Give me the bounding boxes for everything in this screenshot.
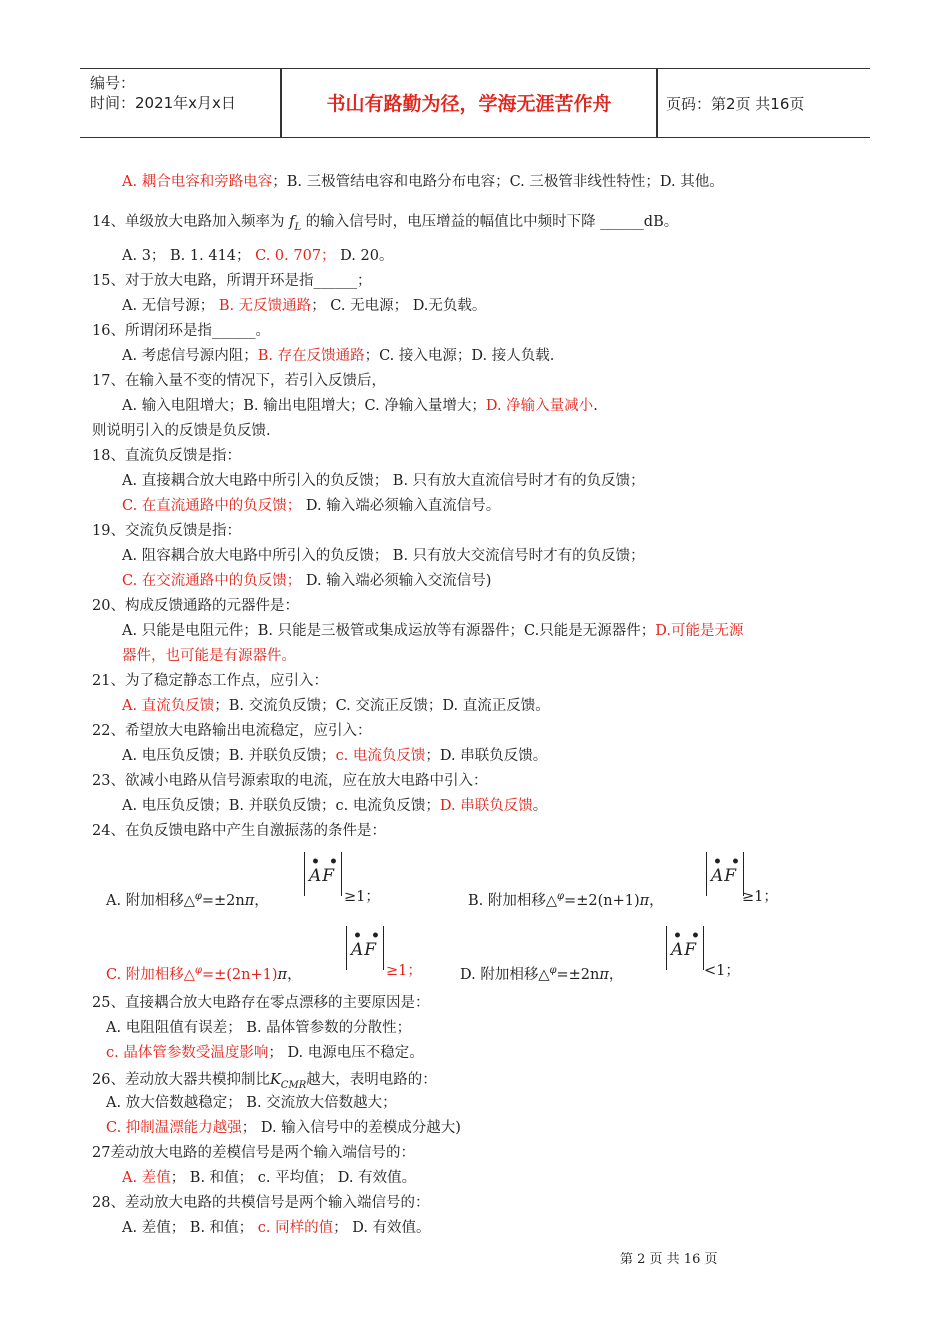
text-line [122, 1168, 416, 1188]
answer-text: C. 0. 707； [255, 248, 336, 264]
text-line [92, 721, 371, 741]
line-text: 19、交流负反馈是指： [92, 523, 241, 539]
line-text: A. 附加相移△ [106, 892, 195, 909]
page-header [80, 68, 870, 138]
line-text: φ [549, 965, 557, 976]
answer-text: A. 差值 [122, 1170, 171, 1186]
loop-gain-magnitude [706, 852, 749, 896]
line-text: A. 电阻阻值有误差； B. 晶体管参数的分散性； [106, 1020, 412, 1036]
text-line [92, 993, 429, 1013]
text-line [704, 961, 740, 981]
line-text: 18、直流负反馈是指： [92, 448, 241, 464]
line-text: 23、欲减小电路从信号源索取的电流，应在放大电路中引入： [92, 773, 488, 789]
line-text: 22、希望放大电路输出电流稳定，应引入： [92, 723, 372, 739]
line-text: ； D. 电源电压不稳定。 [268, 1045, 424, 1061]
text-line [92, 771, 487, 791]
line-text: ； D. 有效值。 [333, 1220, 431, 1236]
header-number: 编号： [90, 74, 136, 92]
phasor-dots: •• [673, 928, 709, 944]
line-text: CMR [280, 1079, 307, 1091]
answer-text: C. 在直流通路中的负反馈； [122, 498, 302, 514]
text-line [106, 1118, 461, 1138]
text-line [106, 1018, 411, 1038]
answer-text: C. 抑制温漂能力越强 [106, 1120, 242, 1136]
text-line [122, 496, 500, 516]
answer-text: 器件，也可能是有源器件。 [122, 648, 296, 664]
text-line [122, 396, 598, 416]
line-text: π [639, 892, 650, 909]
loop-gain-magnitude [304, 852, 347, 896]
line-text: K [269, 1072, 281, 1088]
line-text: 。 [532, 798, 548, 814]
text-line [344, 887, 380, 907]
answer-text: B. 存在反馈通路 [257, 348, 365, 364]
line-text: 28、差动放大电路的共模信号是两个输入端信号的： [92, 1195, 430, 1211]
line-text: A. 输入电阻增大；B. 输出电阻增大；C. 净输入量增大； [122, 398, 486, 414]
line-text: ≥1； [344, 889, 380, 905]
answer-text: A. 耦合电容和旁路电容 [122, 174, 273, 190]
text-line [122, 246, 393, 266]
text-line [106, 887, 269, 911]
text-line [106, 1043, 424, 1063]
answer-text: φ [194, 965, 202, 976]
line-text: π [599, 966, 609, 983]
line-text: A. 阻容耦合放大电路中所引入的负反馈； B. 只有放大交流信号时才有的负反馈； [122, 548, 645, 564]
answer-text: ≥1； [386, 963, 422, 979]
line-text: =±2(n+1) [564, 892, 640, 909]
line-text: B. 附加相移△ [468, 892, 558, 909]
line-text: ； B. 和值； c. 平均值； D. 有效值。 [170, 1170, 417, 1186]
header-date: 时间：2021年x月x日 [90, 94, 236, 112]
text-line [106, 1093, 397, 1113]
line-text: A. 差值； B. 和值； [122, 1220, 258, 1236]
line-text: 26、差动放大器共模抑制比 [92, 1072, 270, 1088]
line-text: 越大，表明电路的： [306, 1072, 437, 1088]
text-line [122, 1218, 431, 1238]
text-line [106, 961, 302, 985]
answer-text: D.可能是无源 [655, 623, 744, 639]
line-text: 的输入信号时，电压增益的幅值比中频时下降 ______dB。 [301, 214, 679, 230]
text-line [742, 887, 778, 907]
loop-gain-symbol: AF [671, 940, 698, 960]
text-line [92, 821, 386, 841]
line-text: φ [557, 891, 565, 902]
text-line [122, 646, 296, 666]
line-text: A. 放大倍数越稳定； B. 交流放大倍数越大； [106, 1095, 397, 1111]
header-motto: 书山有路勤为径，学海无涯苦作舟 [326, 93, 612, 115]
line-text: ， [254, 892, 269, 909]
text-line [122, 746, 547, 766]
line-text: f [289, 214, 295, 230]
text-line [122, 172, 724, 192]
line-text: . [593, 398, 598, 414]
phasor-dots: •• [353, 928, 389, 944]
line-text: =±2n [556, 966, 600, 983]
line-text: ； C. 无电源； D.无负载。 [311, 298, 487, 314]
line-text: ， [649, 892, 664, 909]
line-text: D. 附加相移△ [460, 966, 550, 983]
line-text: A. 直接耦合放大电路中所引入的负反馈； B. 只有放大直流信号时才有的负反馈； [122, 473, 645, 489]
loop-gain-magnitude [346, 926, 389, 970]
text-line [468, 887, 664, 911]
text-line [122, 696, 550, 716]
answer-text: c. 同样的值 [257, 1220, 334, 1236]
loop-gain-symbol: AF [711, 866, 738, 886]
page-footer: 第 2 页 共 16 页 [620, 1252, 718, 1267]
text-line [92, 446, 241, 466]
answer-text: c. 电流负反馈 [335, 748, 426, 764]
header-page-number: 页码：第2页 共16页 [666, 95, 805, 113]
line-text: <1； [704, 963, 740, 979]
line-text: ；B. 三极管结电容和电路分布电容；C. 三极管非线性特性；D. 其他。 [272, 174, 724, 190]
text-line [122, 296, 486, 316]
answer-text: D. 净输入量减小 [485, 398, 594, 414]
loop-gain-symbol: AF [309, 866, 336, 886]
line-text: ； D. 输入信号中的差模成分越大) [241, 1120, 461, 1136]
answer-text: C. 在交流通路中的负反馈； [122, 573, 302, 589]
text-line [386, 961, 422, 981]
phasor-dots: •• [311, 854, 347, 870]
line-text: A. 只能是电阻元件；B. 只能是三极管或集成运放等有源器件；C.只能是无源器件； [122, 623, 656, 639]
phasor-dots: •• [713, 854, 749, 870]
line-text: A. 电压负反馈；B. 并联负反馈；c. 电流负反馈； [122, 798, 440, 814]
text-line [92, 371, 386, 391]
answer-text: B. 无反馈通路 [218, 298, 312, 314]
text-line [122, 621, 743, 641]
text-line [92, 521, 241, 541]
answer-text: c. 晶体管参数受温度影响 [106, 1045, 269, 1061]
text-line [92, 271, 371, 291]
text-line [92, 1143, 415, 1163]
loop-gain-magnitude [666, 926, 709, 970]
answer-text: =±(2n+1) [201, 966, 278, 983]
text-line [122, 546, 645, 566]
text-line [92, 321, 270, 341]
line-text: A. 3； B. 1. 414； [122, 248, 256, 264]
line-text: 15、对于放大电路，所谓开环是指______； [92, 273, 372, 289]
line-text: A. 考虑信号源内阻； [122, 348, 258, 364]
line-text: π [277, 966, 288, 983]
line-text: ；B. 交流负反馈；C. 交流正反馈；D. 直流正反馈。 [214, 698, 550, 714]
line-text: ；D. 串联负反馈。 [425, 748, 548, 764]
text-line [122, 796, 547, 816]
line-text: 17、在输入量不变的情况下，若引入反馈后， [92, 373, 386, 389]
text-line [92, 671, 328, 691]
line-text: A. 无信号源； [122, 298, 219, 314]
text-line [92, 212, 678, 238]
line-text: 16、所谓闭环是指______。 [92, 323, 270, 339]
header-meta [90, 73, 236, 113]
line-text: φ [194, 891, 202, 902]
line-text: π [244, 892, 255, 909]
text-line [122, 471, 645, 491]
loop-gain-symbol: AF [351, 940, 378, 960]
line-text: 20、构成反馈通路的元器件是： [92, 598, 299, 614]
line-text: 14、单级放大电路加入频率为 [92, 214, 290, 230]
line-text: 25、直接耦合放大电路存在零点漂移的主要原因是： [92, 995, 430, 1011]
line-text: L [294, 221, 302, 233]
header-divider [656, 69, 658, 137]
line-text: =±2n [201, 892, 245, 909]
text-line [122, 571, 491, 591]
line-text: ；C. 接入电源；D. 接人负载. [364, 348, 555, 364]
line-text: 21、为了稳定静态工作点，应引入： [92, 673, 328, 689]
text-line [460, 961, 623, 985]
line-text: D. 20。 [335, 248, 394, 264]
line-text: D. 输入端必须输入直流信号。 [301, 498, 501, 514]
text-line [92, 596, 299, 616]
line-text: ， [287, 966, 302, 983]
line-text: D. 输入端必须输入交流信号) [301, 573, 492, 589]
line-text: 24、在负反馈电路中产生自激振荡的条件是： [92, 823, 386, 839]
answer-text: A. 直流负反馈 [122, 698, 215, 714]
line-text: 则说明引入的反馈是负反馈. [92, 423, 271, 439]
line-text: ， [608, 966, 624, 983]
line-text: ≥1； [742, 889, 778, 905]
line-text: 27差动放大电路的差模信号是两个输入端信号的： [92, 1145, 415, 1161]
text-line [92, 421, 271, 441]
answer-text: D. 串联负反馈 [439, 798, 533, 814]
text-line [92, 1070, 437, 1096]
line-text: A. 电压负反馈；B. 并联负反馈； [122, 748, 336, 764]
text-line [92, 1193, 429, 1213]
answer-text: C. 附加相移△ [106, 966, 195, 983]
text-line [122, 346, 554, 366]
